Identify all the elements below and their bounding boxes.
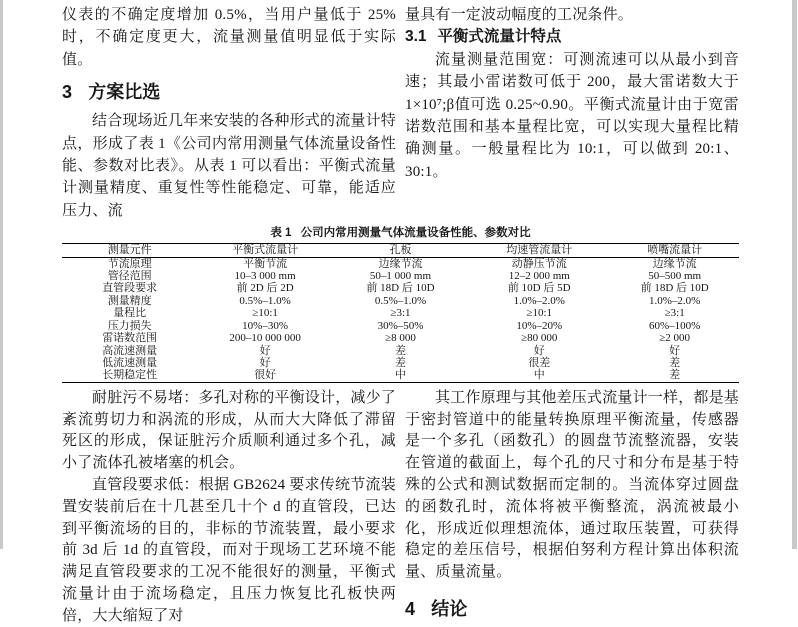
table-row <box>62 332 739 344</box>
cell-value: 边缘节流 <box>378 257 423 270</box>
row-label: 节流原理 <box>107 257 152 270</box>
cell-value: 差 <box>669 369 681 382</box>
cell-value: 0.5%–1.0% <box>239 294 291 307</box>
cell-value: 差 <box>394 344 406 357</box>
table-row <box>62 295 739 307</box>
cell-value: 1.0%–2.0% <box>513 294 565 307</box>
section-heading-3 <box>62 80 396 104</box>
cell-value: ≥2 000 <box>659 332 691 345</box>
row-label: 直管段要求 <box>102 282 158 295</box>
column-header: 测量元件 <box>107 244 152 257</box>
table-row <box>62 369 739 382</box>
cell-value: 中 <box>394 369 406 382</box>
cell-value: ≥80 000 <box>521 332 558 345</box>
row-label: 量程比 <box>113 307 147 320</box>
section-heading-3-1 <box>405 26 739 48</box>
section-heading-4 <box>405 597 739 621</box>
table-row <box>62 257 739 270</box>
cell-value: ≥10:1 <box>526 307 553 320</box>
table-header-row <box>62 244 739 257</box>
row-label: 测量精度 <box>107 294 152 307</box>
row-label: 压力损失 <box>107 319 152 332</box>
section-number: 3.1 <box>405 28 427 46</box>
table-row <box>62 282 739 294</box>
column-header: 均速管流量计 <box>506 244 573 257</box>
table-1-block <box>62 226 739 382</box>
cell-value: 动静压节流 <box>511 257 567 270</box>
row-label: 低流速测量 <box>102 356 158 369</box>
flowmeter-comparison-table <box>62 243 739 382</box>
row-label: 长期稳定性 <box>102 369 158 382</box>
cell-value: 差 <box>669 356 681 369</box>
cell-value: 50–500 mm <box>648 270 702 283</box>
scan-edge-left <box>0 0 3 549</box>
row-label: 高流速测量 <box>102 344 158 357</box>
cell-value: 50–1 000 mm <box>369 270 432 283</box>
cell-value: 前 10D 后 5D <box>507 282 571 295</box>
table-caption-label: 表 1 <box>270 227 292 240</box>
bottom-section <box>62 388 739 627</box>
section-title: 方案比选 <box>88 82 161 103</box>
cell-value: 10%–20% <box>516 319 563 332</box>
column-header: 孔板 <box>389 244 412 257</box>
cell-value: 0.5%–1.0% <box>374 294 427 307</box>
cell-value: 前 18D 后 10D <box>366 282 435 295</box>
cell-value: 很差 <box>528 356 551 369</box>
cell-value: 1.0%–2.0% <box>649 294 701 307</box>
paragraph: 结合现场近几年来安装的各种形式的流量计特点，形成了表 1《公司内常用测量气体流量设备性能、参数对比表》。从表 1 可以看出：平衡式流量计测量精度、重复性等性能稳定、可靠，能适应压力、流 <box>62 113 397 219</box>
cell-value: 很好 <box>254 369 277 382</box>
cell-value: 10%–30% <box>242 319 288 332</box>
cell-value: 60%–100% <box>649 319 701 332</box>
cell-value: ≥3:1 <box>664 307 685 320</box>
section-number: 4 <box>405 598 416 619</box>
table-row <box>62 357 739 369</box>
cell-value: 好 <box>259 344 271 357</box>
paragraph: 其工作原理与其他差压式流量计一样，都是基于密封管道中的能量转换原理平衡流量，传感器是一个多孔（函数孔）的圆盘节流整流器，安装在管道的截面上，每个孔的尺寸和分布是基于特殊的公式和测试数据而定制的。当流体穿过圆盘的函数孔时，流体将被平衡整流，涡流被最小化，形成近似理想流体，通过取压装置，可获得稳定的差压信号，根据伯努利方程计算出体积流量、质量流量。 <box>405 389 740 581</box>
column-header: 喷嘴流量计 <box>647 244 703 257</box>
cell-value: 12–2 000 mm <box>508 270 570 283</box>
cell-value: 中 <box>533 369 545 382</box>
top-section <box>62 4 739 222</box>
cell-value: 边缘节流 <box>652 257 697 270</box>
right-column-bottom <box>405 388 739 627</box>
right-column-top <box>405 4 739 222</box>
section-number: 3 <box>62 82 73 103</box>
table-body <box>62 257 739 382</box>
section-title: 结论 <box>431 598 468 619</box>
row-label: 管径范围 <box>107 270 152 283</box>
cell-value: ≥10:1 <box>252 307 278 320</box>
scan-edge-right <box>792 0 797 549</box>
row-label: 雷诺数范围 <box>102 332 158 345</box>
table-row <box>62 345 739 357</box>
cell-value: 平衡节流 <box>243 257 288 270</box>
cell-value: 前 2D 后 2D <box>236 282 294 295</box>
cell-value: 10–3 000 mm <box>234 270 296 283</box>
paragraph-continuation: 量具有一定波动幅度的工况条件。 <box>405 7 634 23</box>
paragraph-continuation: 仪表的不确定度增加 0.5%，当用户量低于 25%时，不确定度更大，流量测量值明显低于实际值。 <box>62 7 396 68</box>
paragraph: 流量测量范围宽：可测流速可以从最小到音速；其最小雷诺数可低于 200，最大雷诺数大于 1×10⁷;β值可选 0.25~0.90。平衡式流量计由于宽雷诺数范围和基本量程比宽，可以实现大量程比精确测量。一般量程比为 10:1，可以做到 20:1、30:1。 <box>405 51 739 180</box>
cell-value: 前 18D 后 10D <box>640 282 709 295</box>
paragraph: 耐脏污不易堵：多孔对称的平衡设计，减少了紊流剪切力和涡流的形成，从而大大降低了滞留死区的形成，保证脏污介质顺利通过多个孔，减小了流体孔被堵塞的机会。 <box>62 389 397 472</box>
table-row <box>62 307 739 319</box>
section-title: 平衡式流量计特点 <box>437 28 562 46</box>
left-column-top <box>62 4 396 222</box>
cell-value: 200–10 000 000 <box>229 332 301 345</box>
table-row <box>62 320 739 332</box>
paragraph: 直管段要求低：根据 GB2624 要求传统节流装置安装前后在十几甚至几十个 d 的直管段，已达到平衡流场的目的，非标的节流装置，最小要求前 3d 后 1d 的直管段，而对于现场工艺环境不能满足直管段要求的工况不能很好的测量，平衡式流量计由于流场稳定，且压力恢复比孔板快两倍，大大缩短了对 <box>62 476 396 624</box>
table-row <box>62 270 739 282</box>
cell-value: ≥8 000 <box>385 332 416 345</box>
page-content <box>62 4 739 627</box>
cell-value: 30%–50% <box>377 319 424 332</box>
cell-value: 好 <box>259 356 271 369</box>
column-header: 平衡式流量计 <box>232 244 299 257</box>
left-column-bottom <box>62 388 396 627</box>
cell-value: 好 <box>669 344 681 357</box>
cell-value: 好 <box>533 344 545 357</box>
table-caption-title: 公司内常用测量气体流量设备性能、参数对比 <box>300 227 531 240</box>
cell-value: ≥3:1 <box>390 307 411 320</box>
table-caption <box>62 226 739 240</box>
cell-value: 差 <box>394 356 406 369</box>
